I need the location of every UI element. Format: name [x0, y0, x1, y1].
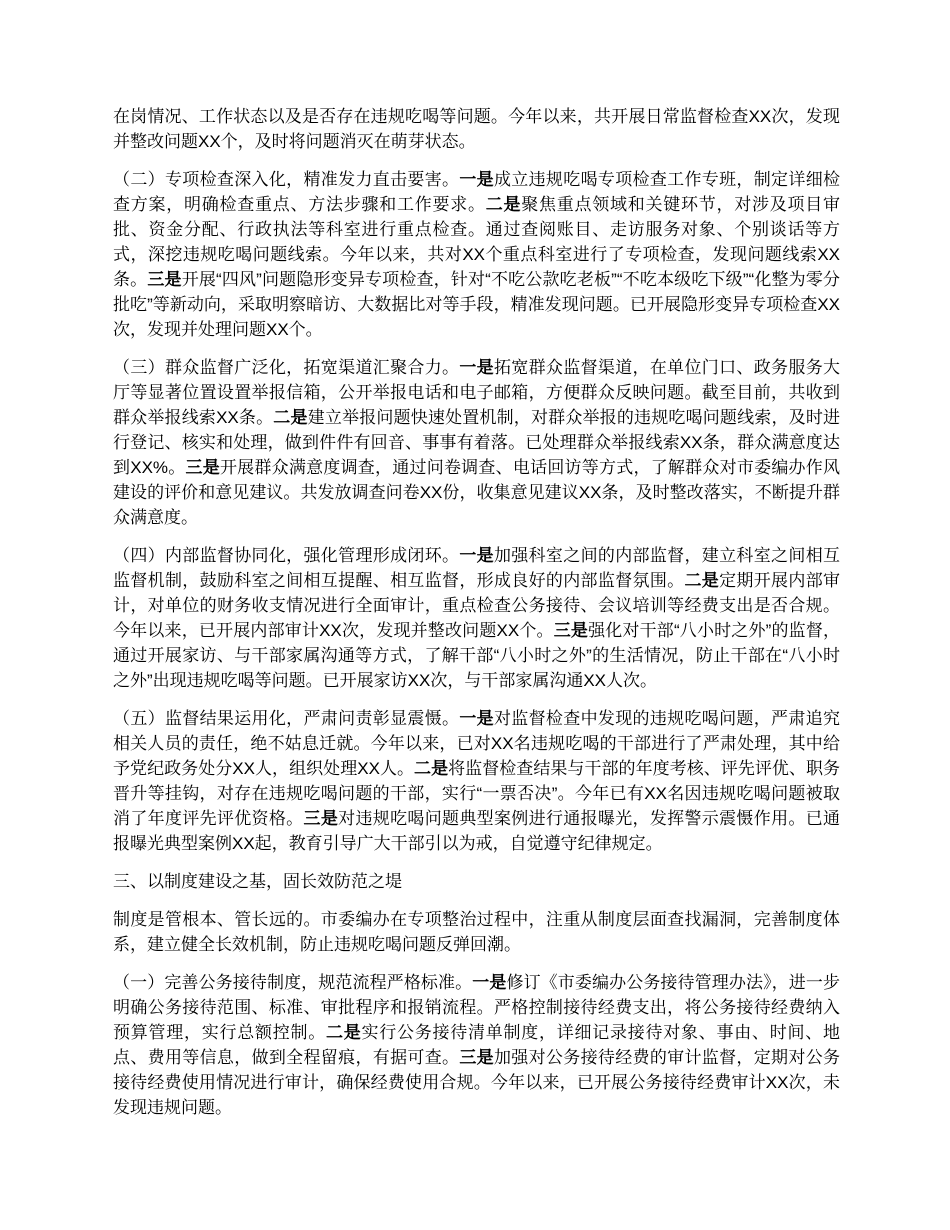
- body-text: （三）群众监督广泛化，拓宽渠道汇聚合力。: [113, 358, 460, 377]
- body-text: 建立举报问题快速处置机制，对群众举报的违规吃喝问题线索，及时进行登记、核实和处理，做到件件有回音、事事有着落。已处理群众举报线索XX条，群众满意度达到XX%。: [113, 408, 841, 477]
- emphasis-marker: 二是: [414, 759, 449, 778]
- document-body: [113, 104, 840, 1120]
- body-text: 成立违规吃喝专项检查工作专班，制定详细检查方案，明确检查重点、方法步骤和工作要求。: [113, 170, 841, 214]
- emphasis-marker: 一是: [459, 709, 494, 728]
- body-text: 开展群众满意度调查，通过问卷调查、电话回访等方式，了解群众对市委编办作风建设的评价和意见建议。共发放调查问卷XX份，收集意见建议XX条，及时整改落实，不断提升群众满意度。: [113, 458, 841, 527]
- body-text: （一）完善公务接待制度，规范流程严格标准。: [113, 973, 473, 992]
- emphasis-marker: 一是: [459, 546, 494, 565]
- body-text: （二）专项检查深入化，精准发力直击要害。: [113, 170, 460, 189]
- body-text: 修订《市委编办公务接待管理办法》，进一步明确公务接待范围、标准、审批程序和报销流程。严格控制接待经费支出，将公务接待经费纳入预算管理，实行总额控制。: [113, 973, 841, 1042]
- emphasis-marker: 二是: [684, 571, 720, 590]
- body-text: （四）内部监督协同化，强化管理形成闭环。: [113, 546, 460, 565]
- body-text: 对监督检查中发现的违规吃喝问题，严肃追究相关人员的责任，绝不姑息迁就。今年以来，已对XX名违规吃喝的干部进行了严肃处理，其中给予党纪政务处分XX人，组织处理XX人。: [113, 709, 841, 778]
- body-text: 强化对干部“八小时之外”的监督，通过开展家访、与干部家属沟通等方式，了解干部“八小时之外”的生活情况，防止干部在“八小时之外”出现违规吃喝等问题。已开展家访XX次，与干部家属沟通XX人次。: [113, 621, 841, 690]
- body-text: 拓宽群众监督渠道，在单位门口、政务服务大厅等显著位置设置举报信箱，公开举报电话和电子邮箱，方便群众反映问题。截至目前，共收到群众举报线索XX条。: [113, 358, 841, 427]
- emphasis-marker: 一是: [472, 973, 507, 992]
- body-text: （五）监督结果运用化，严肃问责彰显震慑。: [113, 709, 460, 728]
- document-paragraph: [113, 970, 840, 1120]
- emphasis-marker: 二是: [485, 195, 522, 214]
- document-paragraph: [113, 706, 840, 856]
- body-text: 将监督检查结果与干部的年度考核、评先评优、职务晋升等挂钩，对存在违规吃喝问题的干部，实行“一票否决”。今年已有XX名因违规吃喝问题被取消了年度评先评优资格。: [113, 759, 841, 828]
- emphasis-marker: 三是: [553, 621, 589, 640]
- body-text: 制度是管根本、管长远的。市委编办在专项整治过程中，注重从制度层面查找漏洞，完善制度体系，建立健全长效机制，防止违规吃喝问题反弹回潮。: [113, 910, 840, 954]
- body-text: 定期开展内部审计，对单位的财务收支情况进行全面审计，重点检查公务接待、会议培训等经费支出是否合规。今年以来，已开展内部审计XX次，发现并整改问题XX个。: [113, 571, 841, 640]
- body-text: 实行公务接待清单制度，详细记录接待对象、事由、时间、地点、费用等信息，做到全程留痕，有据可查。: [113, 1023, 840, 1067]
- body-text: 加强科室之间的内部监督，建立科室之间相互监督机制，鼓励科室之间相互提醒、相互监督，形成良好的内部监督氛围。: [113, 546, 841, 590]
- emphasis-marker: 二是: [326, 1023, 362, 1042]
- body-text: 开展“四风”问题隐形变异专项检查，针对“不吃公款吃老板”“不吃本级吃下级”“化整为零分批吃”等新动向，采取明察暗访、大数据比对等手段，精准发现问题。已开展隐形变异专项检查XX次，发现并处理问题XX个。: [113, 270, 841, 339]
- emphasis-marker: 一是: [459, 170, 494, 189]
- emphasis-marker: 二是: [273, 408, 308, 427]
- body-text: 在岗情况、工作状态以及是否存在违规吃喝等问题。今年以来，共开展日常监督检查XX次，发现并整改问题XX个，及时将问题消灭在萌芽状态。: [113, 107, 840, 151]
- document-paragraph: [113, 167, 840, 342]
- body-text: 加强对公务接待经费的审计监督，定期对公务接待经费使用情况进行审计，确保经费使用合规。今年以来，已开展公务接待经费审计XX次，未发现违规问题。: [113, 1048, 841, 1117]
- body-text: 对违规吃喝问题典型案例进行通报曝光，发挥警示震慑作用。已通报曝光典型案例XX起，教育引导广大干部引以为戒，自觉遵守纪律规定。: [113, 809, 841, 853]
- document-paragraph: [113, 543, 840, 693]
- emphasis-marker: 一是: [459, 358, 494, 377]
- emphasis-marker: 三是: [459, 1048, 494, 1067]
- emphasis-marker: 三是: [303, 809, 339, 828]
- document-paragraph: [113, 907, 840, 957]
- emphasis-marker: 三是: [185, 458, 220, 477]
- emphasis-marker: 三是: [147, 270, 182, 289]
- document-paragraph: [113, 355, 840, 530]
- body-text: 聚焦重点领域和关键环节，对涉及项目审批、资金分配、行政执法等科室进行重点检查。通过查阅账目、走访服务对象、个别谈话等方式，深挖违规吃喝问题线索。今年以来，共对XX个重点科室进行了专项检查，发现问题线索XX条。: [113, 195, 840, 289]
- body-text: 三、以制度建设之基，固长效防范之堤: [113, 872, 402, 891]
- section-heading: [113, 869, 840, 894]
- document-paragraph: [113, 104, 840, 154]
